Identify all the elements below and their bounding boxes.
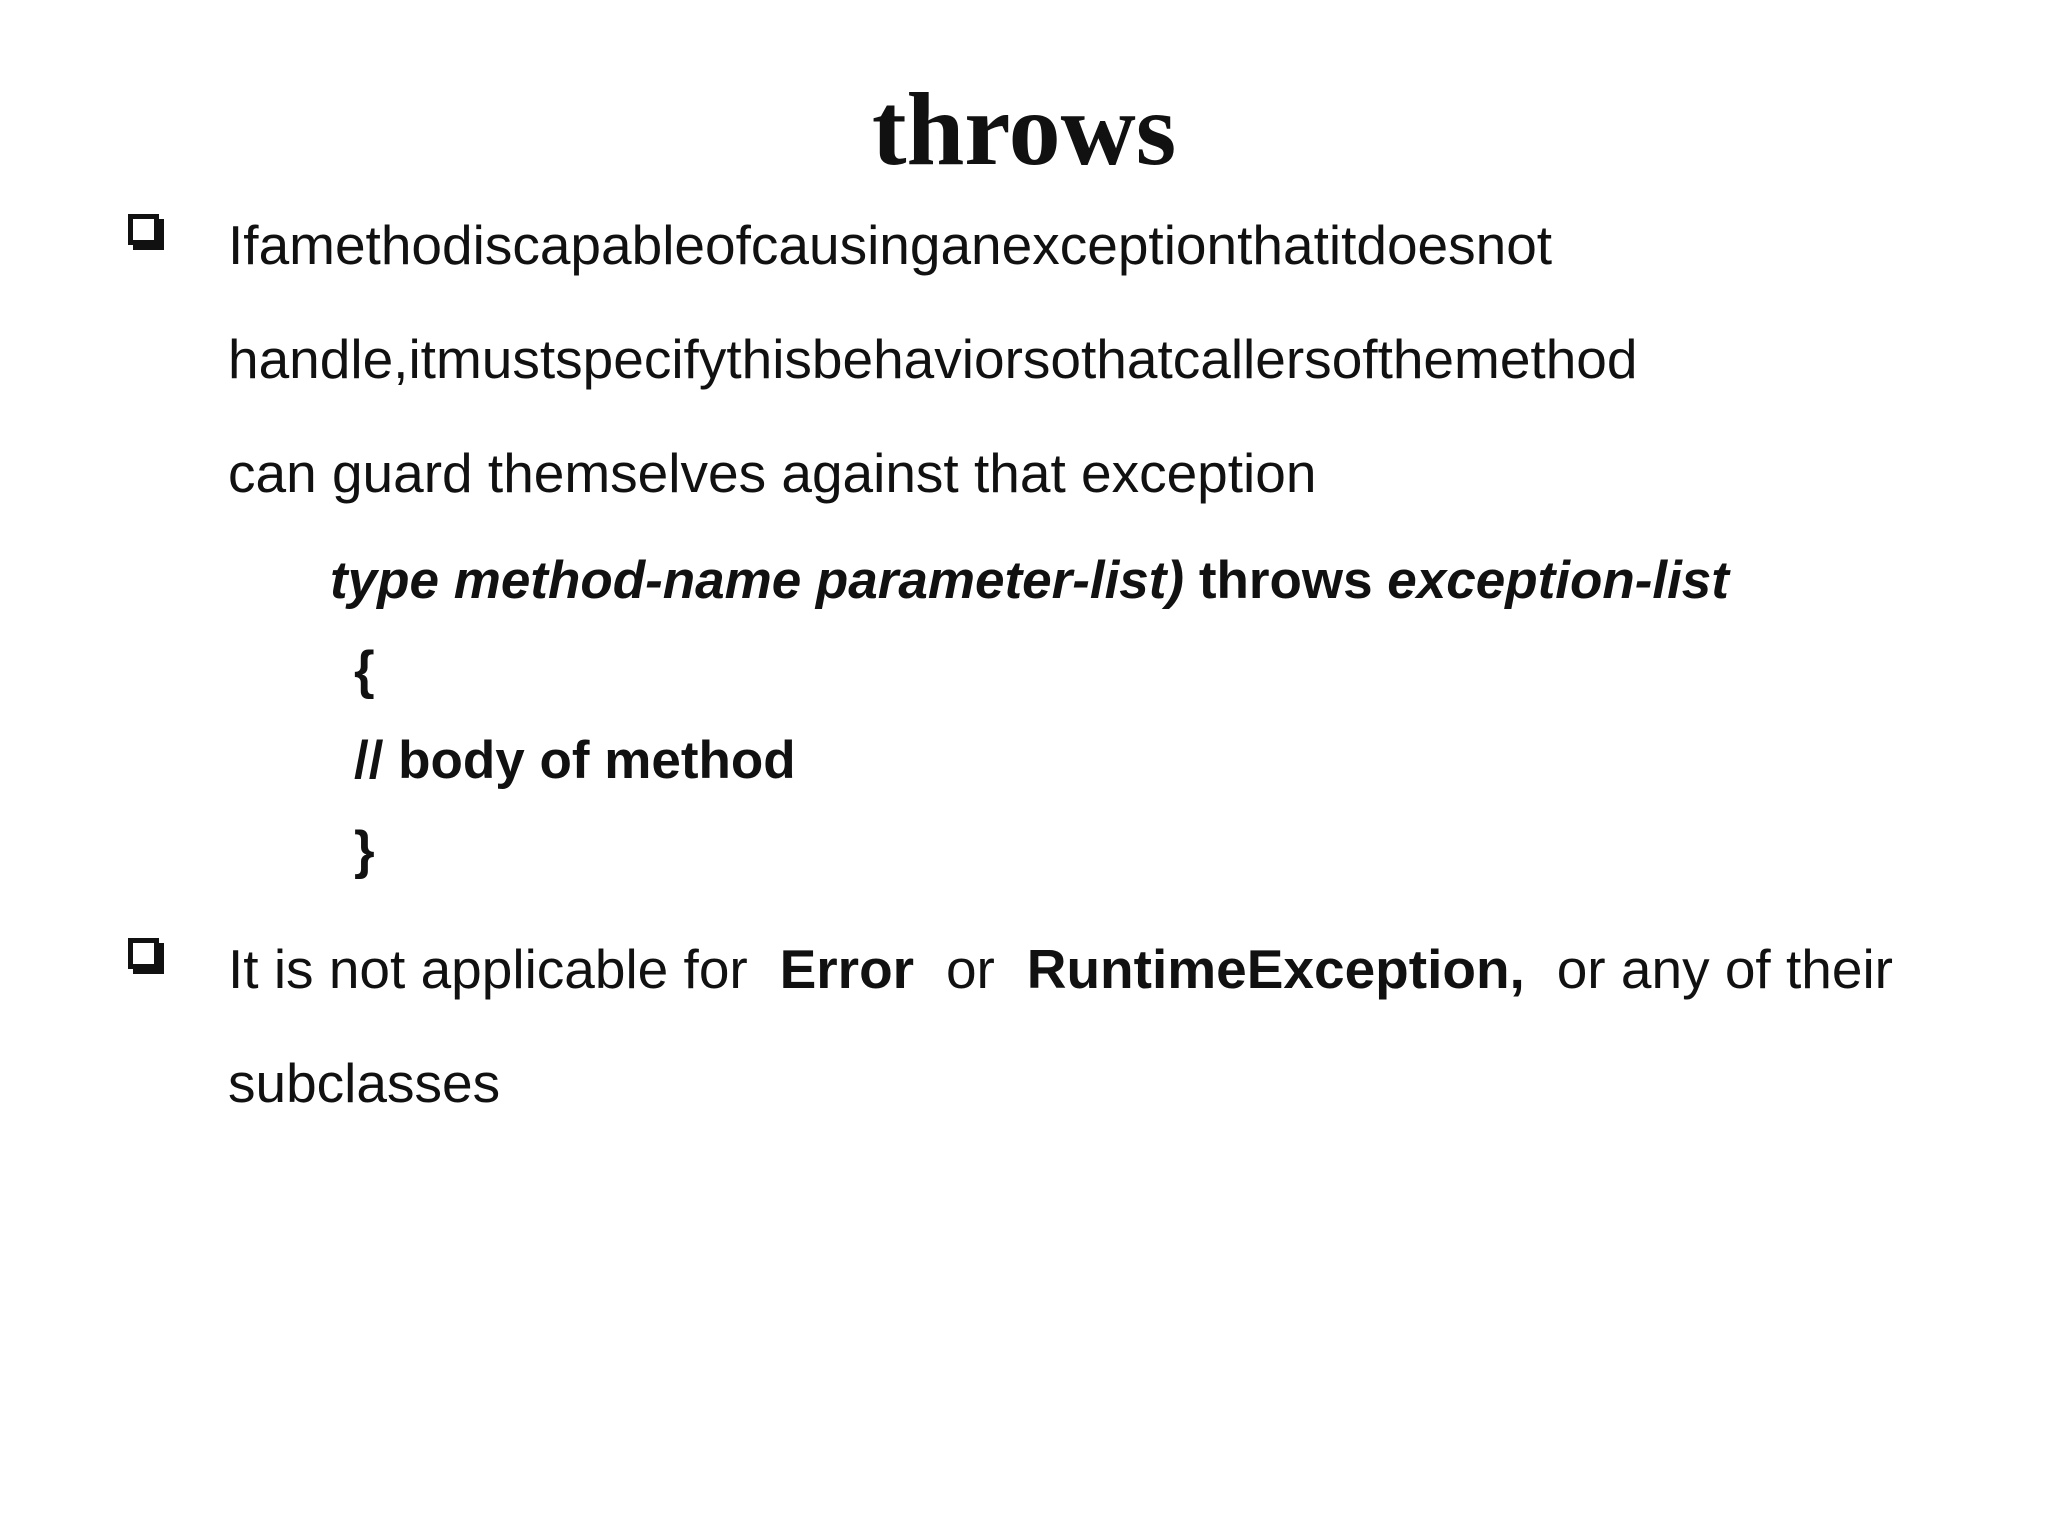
bullet-1-line-1-word: causing [750,214,941,276]
bullet-1-line-1-word: capable [512,214,706,276]
slide-title: throws [871,72,1177,187]
bullet-1-line-1-word: If [228,214,259,276]
bullet-1-line-2-word: that [1081,328,1173,390]
bullet-2-or: or [945,938,995,1000]
signature-line [330,536,1729,626]
checkbox-bullet-icon [128,214,159,245]
close-brace: } [354,821,375,880]
runtime-exception-term: RuntimeException, [1026,938,1525,1000]
bullet-1-line-1 [228,188,1943,302]
bullet-2-part-1: It is not applicable for [228,938,748,1000]
bullet-1-line-1-word: not [1475,214,1553,276]
open-brace: { [354,641,375,700]
bullet-1-line-1-word: method [289,214,473,276]
bullet-1-line-2 [228,302,1943,416]
bullet-2-part-2: or any of their [1556,938,1893,1000]
bullet-1-line-2-word: method [1454,328,1638,390]
bullet-1-line-2-word: behavior [811,328,1023,390]
method-signature-code [330,536,1729,896]
bullet-1-line-1-word: is [472,214,513,276]
bullet-1-line-2-word: specify [555,328,727,390]
bullet-1-line-1-word: a [258,214,290,276]
bullet-1-line-1-word: exception [1001,214,1238,276]
checkbox-bullet-icon [128,938,159,969]
bullet-1-line-2-word: of [1331,328,1378,390]
bullet-1-line-2-word: so [1022,328,1081,390]
throws-keyword: throws [1198,551,1373,610]
body-comment: // body of method [354,731,796,790]
bullet-1-line-2-word: this [726,328,812,390]
error-term: Error [779,938,915,1000]
bullet-1-line-1-word: of [705,214,751,276]
bullet-1-line-1-word: it [1328,214,1357,276]
bullet-1-text [228,188,1943,530]
bullet-1-line-2-word: callers [1172,328,1332,390]
bullet-1-line-3: can guard themselves against that exception [228,442,1317,504]
bullet-1-line-2-word: the [1377,328,1455,390]
bullet-1-line-2-word: must [435,328,556,390]
bullet-2-text [228,912,1943,1140]
exception-list: exception-list [1387,551,1729,610]
bullet-2-line-2: subclasses [228,1052,501,1114]
signature-params: type method-name parameter-list) [330,551,1185,610]
bullet-1-line-1-word: an [940,214,1002,276]
bullet-1-line-1-word: does [1356,214,1476,276]
bullet-1-line-2-word: handle, [228,328,409,390]
bullet-1-line-2-word: it [408,328,436,390]
bullet-1-line-1-word: that [1237,214,1329,276]
bullet-2-line-1 [228,912,1893,1026]
